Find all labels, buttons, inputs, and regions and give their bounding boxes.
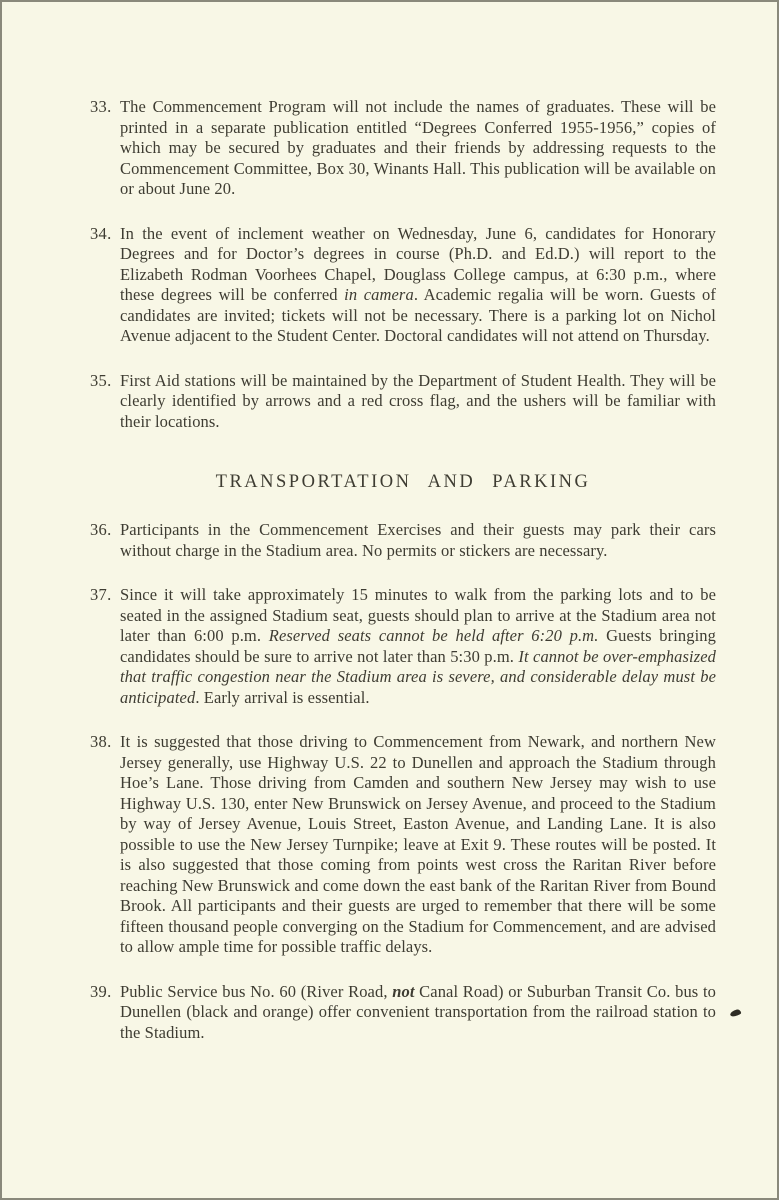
item-text: In the event of inclement weather on Wednesday, June 6, candidates for Honorary Degrees and for Doctor’s degrees in course (Ph.D. and Ed.D.) will report to the Elizabeth Rodman Voorhees Chapel, Douglass College campus, at 6:30 p.m., where these degrees will be conferred in camera. Academic regalia will be worn. Guests of candidates are invited; tickets will not be necessary. There is a parking lot on Nichol Avenue adjacent to the Student Center. Doctoral candidates will not attend on Thursday. bbox=[120, 223, 717, 345]
item-text: It is suggested that those driving to Commencement from Newark, and northern New Jersey generally, use Highway U.S. 22 to Dunellen and approach the Stadium through Hoe’s Lane. Those driving from Camden and southern New Jersey may wish to use Highway U.S. 130, enter New Brunswick on Jersey Avenue, and proceed to the Stadium by way of Jersey Avenue, Louis Street, Easton Avenue, and Landing Lane. It is also possible to use the New Jersey Turnpike; leave at Exit 9. These routes will be posted. It is also suggested that those coming from points west cross the Raritan River before reaching New Brunswick and come down the east bank of the Raritan River from Bound Brook. All participants and their guests are urged to remember that there will be some fifteen thousand people converging on the Stadium for Commencement, and are advised to allow ample time for possible traffic delays. bbox=[120, 732, 716, 956]
numbered-item bbox=[90, 224, 716, 347]
item-number: 36. bbox=[90, 520, 112, 539]
item-number: 38. bbox=[90, 732, 112, 751]
numbered-list-top bbox=[90, 97, 716, 432]
item-text: The Commencement Program will not include the names of graduates. These will be printed in a separate publication entitled “Degrees Conferred 1955-1956,” copies of which may be secured by graduates and their friends by addressing requests to the Commencement Committee, Box 30, Winants Hall. This publication will be available on or about June 20. bbox=[120, 97, 716, 198]
numbered-item bbox=[90, 732, 716, 958]
numbered-item bbox=[90, 371, 716, 433]
item-number: 37. bbox=[90, 585, 112, 604]
item-number: 39. bbox=[90, 981, 112, 1001]
numbered-list-bottom bbox=[90, 520, 716, 1043]
numbered-item bbox=[90, 520, 716, 561]
item-text: First Aid stations will be maintained by the Department of Student Health. They will be clearly identified by arrows and a red cross flag, and the ushers will be familiar with their locations. bbox=[120, 370, 716, 431]
numbered-item bbox=[90, 97, 716, 200]
section-heading: TRANSPORTATION AND PARKING bbox=[215, 472, 591, 492]
numbered-item bbox=[90, 585, 716, 708]
item-text: Since it will take approximately 15 minutes to walk from the parking lots and to be seated in the assigned Stadium seat, guests should plan to arrive at the Stadium area not later than 6:00 p.m. Reserved seats cannot be held after 6:20 p.m. Guests bringing candidates should be sure to arrive not later than 5:30 p.m. It cannot be over-emphasized that traffic congestion near the Stadium area is severe, and considerable delay must be anticipated. Early arrival is essential. bbox=[120, 585, 716, 707]
item-text: Participants in the Commencement Exercises and their guests may park their cars without charge in the Stadium area. No permits or stickers are necessary. bbox=[120, 520, 716, 560]
item-number: 33. bbox=[90, 97, 112, 116]
page-content bbox=[2, 2, 777, 1067]
item-text: Public Service bus No. 60 (River Road, not Canal Road) or Suburban Transit Co. bus to Dunellen (black and orange) offer convenient transportation from the railroad station to the Stadium. bbox=[120, 981, 716, 1042]
item-number: 34. bbox=[90, 223, 112, 243]
numbered-item bbox=[90, 982, 716, 1044]
item-number: 35. bbox=[90, 370, 112, 390]
